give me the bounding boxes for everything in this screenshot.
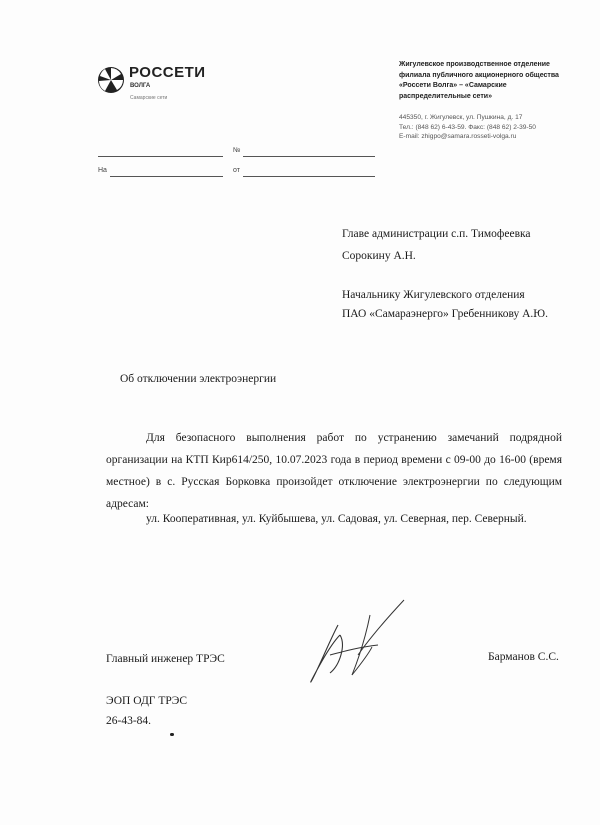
date-prefix: На <box>98 167 107 174</box>
addressee-line: Начальнику Жигулевского отделения <box>342 289 525 301</box>
addressee-line: ПАО «Самараэнерго» Гребенникову А.Ю. <box>342 308 548 320</box>
from-label: от <box>233 167 240 174</box>
org-name-line: Жигулевское производственное отделение <box>399 61 550 68</box>
letter-body-paragraph: Для безопасного выполнения работ по устранению замечаний подрядной организации на КТП Кир614/250, 10.07.2023 года в период времени с 09-00 до 16-00 (время местное) в с. Русская Борковка произойдет отключение электроэнергии по следующим адресам: <box>106 432 562 510</box>
company-logo <box>97 60 227 108</box>
addressee-line: Сорокину А.Н. <box>342 250 416 262</box>
addressee-line: Главе администрации с.п. Тимофеевка <box>342 228 531 240</box>
signer-name: Барманов С.С. <box>488 651 559 663</box>
org-address <box>399 113 589 142</box>
logo-name: РОССЕТИ <box>129 64 206 81</box>
logo-subname: ВОЛГА <box>130 83 151 89</box>
rosseti-logo-icon <box>97 66 125 94</box>
logo-region: Самарские сети <box>130 95 168 101</box>
handwritten-signature <box>300 595 410 690</box>
reg-number-line-right <box>243 156 375 157</box>
org-name-line: распределительные сети» <box>399 92 492 100</box>
ink-dot <box>170 733 174 736</box>
letter-subject: Об отключении электроэнергии <box>120 373 277 385</box>
org-name-line: филиала публичного акционерного общества <box>399 71 559 79</box>
reg-number-line-left <box>98 156 223 157</box>
reg-date-line-right <box>243 176 375 177</box>
reg-date-line-left <box>110 176 223 177</box>
org-phone-line: Тел.: (848 62) 6-43-59. Факс: (848 62) 2-39-50 <box>399 123 536 131</box>
org-address-line: 445350, г. Жигулевск, ул. Пушкина, д. 17 <box>399 114 523 121</box>
signer-position: Главный инженер ТРЭС <box>106 653 225 665</box>
organization-block <box>399 60 589 142</box>
streets-list: ул. Кооперативная, ул. Куйбышева, ул. Садовая, ул. Северная, пер. Северный. <box>146 513 527 525</box>
org-email-line: E-mail: zhigpo@samara.rosseti-volga.ru <box>399 133 517 140</box>
executor-phone: 26-43-84. <box>106 715 152 727</box>
executor-dept: ЭОП ОДГ ТРЭС <box>106 695 187 707</box>
number-label: № <box>233 147 241 154</box>
org-name-line: «Россети Волга» – «Самарские <box>399 82 507 89</box>
